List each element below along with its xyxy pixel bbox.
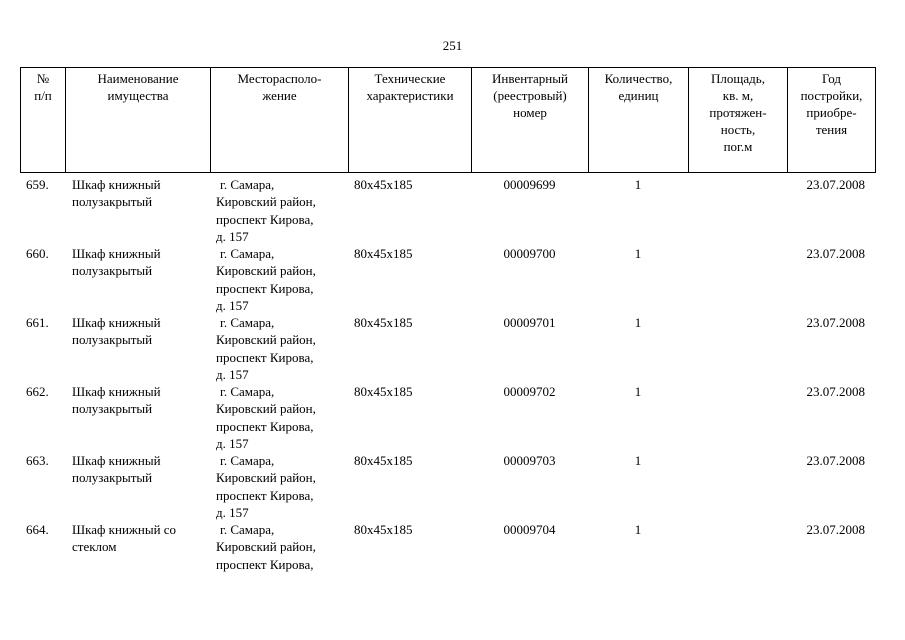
cell-tech: 80х45х185 [354,315,413,330]
location-line: г. Самара, [220,315,275,330]
cell-quantity: 1 [634,246,642,261]
cell-location [210,311,348,380]
cell-location [210,518,348,587]
cell-quantity: 1 [634,522,642,537]
header-area: Площадь, кв. м, протяжен- ность, пог.м [688,68,787,172]
cell-number: 660. [26,246,49,261]
location-line: Кировский район, [216,539,316,555]
location-line: проспект Кирова, [216,349,314,365]
cell-area [688,380,787,449]
cell-tech: 80х45х185 [354,522,413,537]
cell-inventory: 00009701 [503,315,556,330]
cell-location [210,380,348,449]
header-quantity: Количество, единиц [588,68,688,172]
cell-location [210,449,348,518]
cell-number: 664. [26,522,49,537]
table-row [20,518,876,587]
cell-area [688,242,787,311]
location-line: д. 157 [216,297,249,313]
table-row [20,449,876,518]
location-line: г. Самара, [220,384,275,399]
location-line: Кировский район, [216,332,316,348]
location-line: проспект Кирова, [216,487,314,503]
cell-year: 23.07.2008 [806,384,865,399]
cell-name: Шкаф книжный полузакрытый [72,453,161,486]
location-line: г. Самара, [220,246,275,261]
cell-quantity: 1 [634,384,642,399]
cell-location [210,242,348,311]
location-line: проспект Кирова, [216,556,314,572]
table-row [20,380,876,449]
location-line: д. 157 [216,504,249,520]
location-line: Кировский район, [216,470,316,486]
cell-tech: 80х45х185 [354,384,413,399]
location-line: проспект Кирова, [216,418,314,434]
cell-name: Шкаф книжный полузакрытый [72,177,161,210]
table-body [20,173,876,587]
table-row [20,173,876,242]
cell-year: 23.07.2008 [806,177,865,192]
table-row [20,311,876,380]
cell-location [210,173,348,242]
cell-area [688,449,787,518]
property-table [20,67,876,587]
header-tech: Технические характеристики [348,68,471,172]
location-line: д. 157 [216,228,249,244]
cell-name: Шкаф книжный со стеклом [72,522,177,555]
cell-year: 23.07.2008 [806,315,865,330]
cell-number: 663. [26,453,49,468]
location-line: Кировский район, [216,401,316,417]
location-line: Кировский район, [216,194,316,210]
cell-name: Шкаф книжный полузакрытый [72,246,161,279]
header-name: Наименование имущества [65,68,210,172]
location-line: г. Самара, [220,522,275,537]
cell-quantity: 1 [634,453,642,468]
location-line: д. 157 [216,366,249,382]
cell-inventory: 00009703 [503,453,556,468]
page-number: 251 [442,38,463,53]
header-number: № п/п [20,68,65,172]
cell-number: 662. [26,384,49,399]
cell-tech: 80х45х185 [354,246,413,261]
location-line: Кировский район, [216,263,316,279]
cell-name: Шкаф книжный полузакрытый [72,315,161,348]
cell-tech: 80х45х185 [354,177,413,192]
table-row [20,242,876,311]
location-line: проспект Кирова, [216,211,314,227]
location-line: проспект Кирова, [216,280,314,296]
header-year: Год постройки, приобре- тения [787,68,876,172]
cell-tech: 80х45х185 [354,453,413,468]
cell-inventory: 00009704 [503,522,556,537]
cell-area [688,311,787,380]
header-inventory: Инвентарный (реестровый) номер [471,68,588,172]
cell-number: 661. [26,315,49,330]
cell-year: 23.07.2008 [806,246,865,261]
cell-name: Шкаф книжный полузакрытый [72,384,161,417]
cell-inventory: 00009702 [503,384,556,399]
cell-quantity: 1 [634,315,642,330]
cell-quantity: 1 [634,177,642,192]
location-line: г. Самара, [220,453,275,468]
cell-number: 659. [26,177,49,192]
cell-year: 23.07.2008 [806,453,865,468]
cell-area [688,173,787,242]
cell-area [688,518,787,587]
cell-inventory: 00009700 [503,246,556,261]
location-line: г. Самара, [220,177,275,192]
table-header [20,67,876,173]
cell-year: 23.07.2008 [806,522,865,537]
location-line: д. 157 [216,435,249,451]
header-location: Месторасполо- жение [210,68,348,172]
cell-inventory: 00009699 [503,177,556,192]
